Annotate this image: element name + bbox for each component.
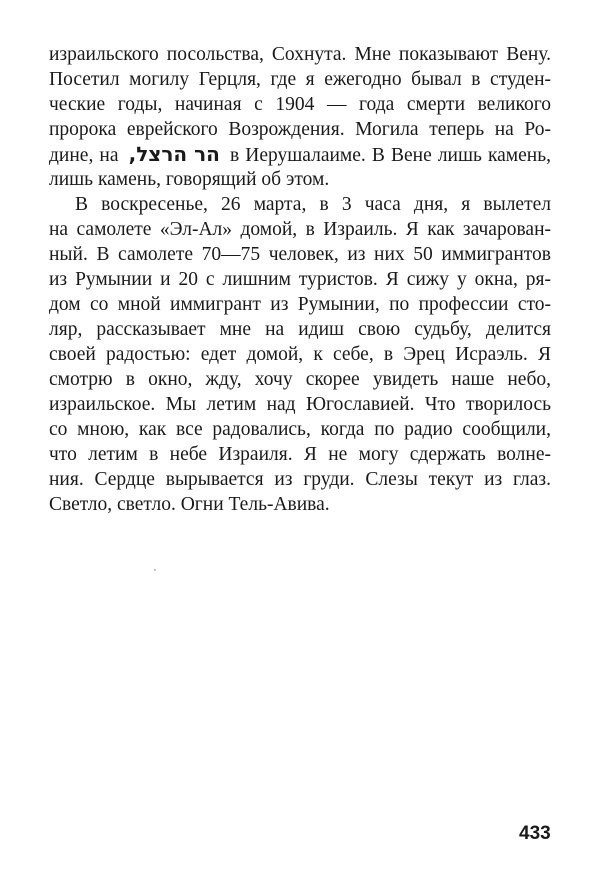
text-line-with-hebrew bbox=[49, 142, 551, 167]
paragraph-2 bbox=[49, 192, 551, 517]
text-line: израильского посольства, Сохнута. Мне показывают Вену. bbox=[49, 44, 551, 65]
text-segment: дине, на bbox=[49, 145, 119, 166]
text-line: со мною, как все радовались, когда по радио сообщили, bbox=[49, 419, 551, 440]
text-line: ния. Сердце вырывается из груди. Слезы текут из глаз. bbox=[49, 469, 551, 490]
page-number: 433 bbox=[519, 823, 551, 844]
text-line: ляр, рассказывает мне на идиш свою судьбу, делится bbox=[49, 319, 551, 340]
text-line: своей радостью: едет домой, к себе, в Эрец Исраэль. Я bbox=[49, 344, 551, 365]
text-line: Посетил могилу Герцля, где я ежегодно бывал в студен- bbox=[49, 69, 551, 90]
text-line: из Румынии и 20 с лишним туристов. Я сижу у окна, ря- bbox=[49, 269, 551, 290]
body-text bbox=[49, 42, 551, 517]
text-segment: в Иерушалаиме. В Вене лишь камень, bbox=[229, 145, 552, 166]
text-line: пророка еврейского Возрождения. Могила теперь на Ро- bbox=[49, 119, 551, 140]
text-line: израильское. Мы летим над Югославией. Что творилось bbox=[49, 394, 551, 415]
text-line: смотрю в окно, жду, хочу скорее увидеть наше небо, bbox=[49, 369, 551, 390]
text-line: что летим в небе Израиля. Я не могу сдержать волне- bbox=[49, 444, 551, 465]
text-line: ческие годы, начиная с 1904 — года смерти великого bbox=[49, 94, 551, 115]
text-line: В воскресенье, 26 марта, в 3 часа дня, я вылетел bbox=[75, 194, 551, 215]
scan-speck bbox=[154, 569, 156, 571]
hebrew-mount-herzl: הר הרצל, bbox=[128, 142, 220, 166]
paragraph-1 bbox=[49, 42, 551, 192]
text-line: Светло, светло. Огни Тель-Авива. bbox=[49, 494, 330, 515]
text-line: дом со мной иммигрант из Румынии, по профессии сто- bbox=[49, 294, 551, 315]
text-line: на самолете «Эл-Ал» домой, в Израиль. Я как зачарован- bbox=[49, 219, 551, 240]
text-line: ный. В самолете 70—75 человек, из них 50 иммигрантов bbox=[49, 244, 551, 265]
text-line: лишь камень, говорящий об этом. bbox=[49, 169, 330, 190]
